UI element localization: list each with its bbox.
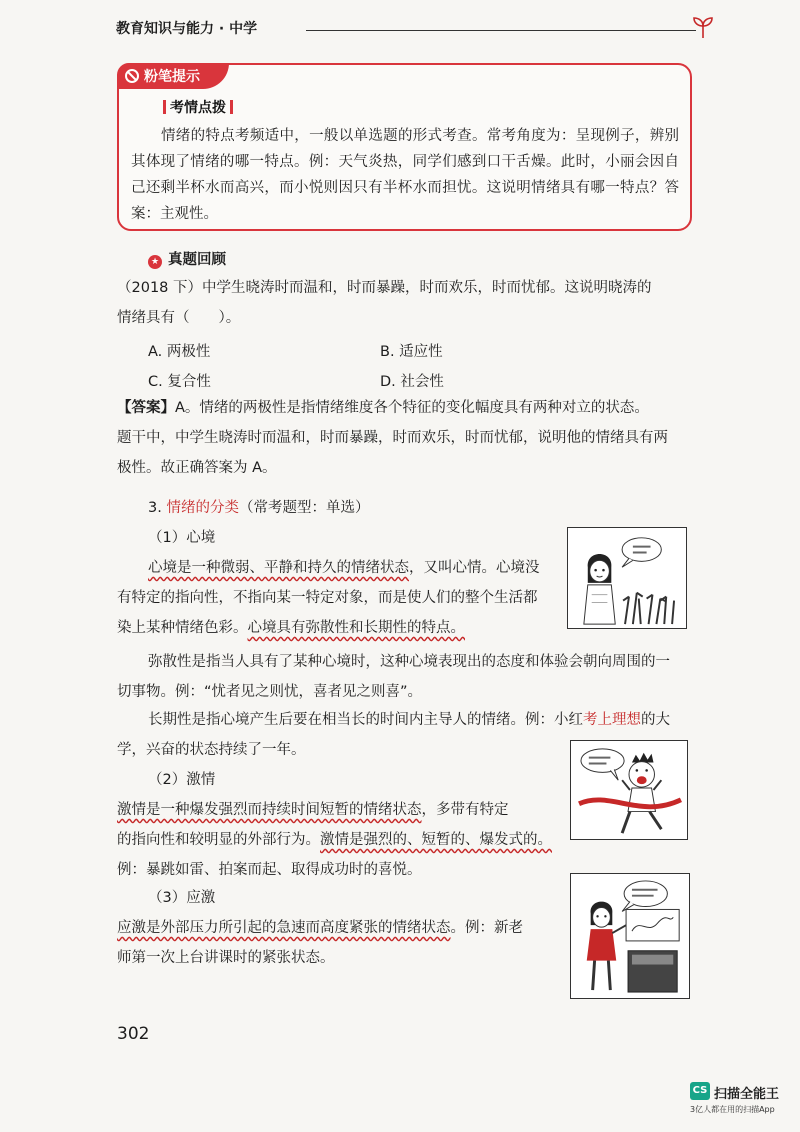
mood-line-2: 有特定的指向性，不指向某一特定对象，而是使人们的整个生活都: [117, 590, 538, 606]
mood-cartoon: [567, 527, 687, 629]
option-c: C. 复合性: [148, 374, 211, 390]
page-number: 302: [117, 1024, 150, 1044]
option-b: B. 适应性: [380, 344, 443, 360]
real-question-title: ★ 真题回顾: [148, 246, 226, 274]
scanner-watermark: [690, 1082, 795, 1122]
tip-section-title: 考情点拨: [159, 97, 237, 117]
diffuse-line-2: 切事物。例：“忧者见之则忧，喜者见之则喜”。: [117, 684, 423, 700]
tip-box: [117, 63, 692, 231]
answer-line-1: 【答案】A。情绪的两极性是指情绪维度各个特征的变化幅度具有两种对立的状态。: [117, 400, 649, 416]
sprout-icon: [690, 14, 716, 40]
camscanner-logo: CS: [690, 1082, 710, 1100]
scanner-app-name: 扫描全能王: [714, 1087, 780, 1102]
passion-line-1: 激情是一种爆发强烈而持续时间短暂的情绪状态，多带有特定: [117, 802, 509, 818]
stress-heading: （3）应激: [148, 890, 216, 906]
answer-line-3: 极性。故正确答案为 A。: [117, 460, 277, 476]
option-a: A. 两极性: [148, 344, 211, 360]
tip-label: 粉笔提示: [144, 69, 200, 85]
mood-line-1: 心境是一种微弱、平静和持久的情绪状态，又叫心情。心境没: [148, 560, 540, 576]
stress-line-2: 师第一次上台讲课时的紧张状态。: [117, 950, 335, 966]
stress-cartoon: [570, 873, 690, 999]
header-rule: [306, 30, 696, 31]
bar-right: [230, 100, 233, 114]
book-title: 教育知识与能力 · 中学: [116, 21, 258, 37]
passion-cartoon: [570, 740, 688, 840]
mood-heading: （1）心境: [148, 530, 216, 546]
tip-tab: [117, 63, 229, 89]
running-header: [116, 8, 756, 48]
scanner-tagline: 3亿人都在用的扫描App: [690, 1105, 775, 1114]
passion-line-3: 例：暴跳如雷、拍案而起、取得成功时的喜悦。: [117, 862, 422, 878]
mood-line-3: 染上某种情绪色彩。心境具有弥散性和长期性的特点。: [117, 620, 465, 636]
passion-line-2: 的指向性和较明显的外部行为。激情是强烈的、短暂的、爆发式的。: [117, 832, 552, 848]
star-icon: ★: [148, 255, 162, 269]
question-line-2: 情绪具有（ ）。: [117, 310, 241, 326]
long-line-2: 学，兴奋的状态持续了一年。: [117, 742, 306, 758]
passion-heading: （2）激情: [148, 772, 216, 788]
answer-line-2: 题干中，中学生晓涛时而温和，时而暴躁，时而欢乐，时而忧郁，说明他的情绪具有两: [117, 430, 668, 446]
option-d: D. 社会性: [380, 374, 444, 390]
diffuse-line-1: 弥散性是指当人具有了某种心境时，这种心境表现出的态度和体验会朝向周围的一: [148, 654, 670, 670]
bar-left: [163, 100, 166, 114]
prohibit-icon: [125, 69, 139, 83]
section-3-heading: 3. 情绪的分类（常考题型：单选）: [148, 500, 370, 516]
long-line-1: 长期性是指心境产生后要在相当长的时间内主导人的情绪。例：小红考上理想的大: [148, 712, 670, 728]
question-line-1: （2018 下）中学生晓涛时而温和，时而暴躁，时而欢乐，时而忧郁。这说明晓涛的: [117, 280, 652, 296]
stress-line-1: 应激是外部压力所引起的急速而高度紧张的情绪状态。例：新老: [117, 920, 523, 936]
tip-text: 情绪的特点考频适中，一般以单选题的形式考查。常考角度为：呈现例子，辨别其体现了情绪的哪一特点。例：天气炎热，同学们感到口干舌燥。此时，小丽会因自己还剩半杯水而高兴，而小悦则因只有半杯水而担忧。这说明情绪具有哪一特点？答案：主观性。: [131, 128, 679, 222]
